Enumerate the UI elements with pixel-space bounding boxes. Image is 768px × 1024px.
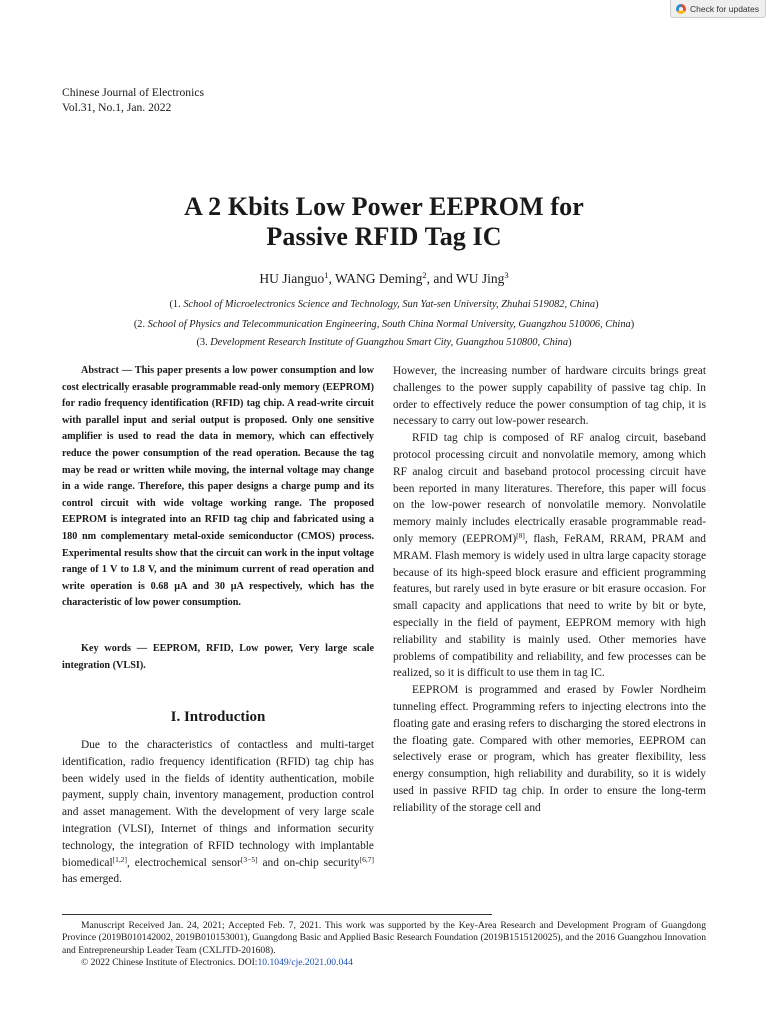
journal-name: Chinese Journal of Electronics: [62, 86, 204, 99]
paragraph: However, the increasing number of hardware circuits brings great challenges to the power supply capability of passive tag chip. In order to effectively reduce the power consumption of tag chip, it is necessary to carry out low-power research.: [393, 365, 706, 428]
paper-title: [0, 192, 768, 252]
body-column-right: [393, 363, 706, 817]
author-separator: ,: [328, 271, 335, 286]
paragraph: [62, 737, 374, 888]
check-for-updates-button[interactable]: [670, 0, 766, 18]
affiliation-suffix: ): [595, 299, 599, 310]
paragraph-text: has emerged.: [62, 873, 122, 886]
affiliation-prefix: (1.: [169, 299, 184, 310]
paragraph-text: , electrochemical sensor: [126, 856, 241, 869]
author-name: WANG Deming: [335, 271, 423, 286]
paragraph-text: and on-chip security: [257, 856, 360, 869]
check-for-updates-label: Check for updates: [690, 3, 759, 14]
affiliation-suffix: ): [630, 319, 635, 330]
author-affil-mark: 2: [422, 270, 427, 280]
journal-volume: Vol.31, No.1, Jan. 2022: [62, 101, 172, 114]
footnote-text: Manuscript Received Jan. 24, 2021; Accepted Feb. 7, 2021. This work was supported by the Key-Area Research and Development Program of Guangdong Province (2019B010142002, 2019B010153001), Guangdong Basic and Applied Basic Research Foundation (2019B1515120025), and the 2016 Guangzhou Innovation and Entrepreneurship Leader Team (CXLJTD-201608).: [62, 920, 706, 956]
keywords: [62, 640, 374, 674]
author-separator: , and: [426, 271, 456, 286]
author-list: [0, 270, 768, 287]
title-line-2: Passive RFID Tag IC: [266, 222, 502, 251]
author-name: HU Jianguo: [259, 271, 325, 286]
affiliation-1: [0, 298, 768, 311]
journal-header: [62, 85, 204, 115]
citation-link[interactable]: [8]: [516, 530, 525, 540]
affiliation-text: Development Research Institute of Guangzhou Smart City, Guangzhou 510800, China: [210, 337, 569, 348]
section-heading: I. Introduction: [170, 709, 266, 725]
citation-link[interactable]: [1,2]: [112, 854, 127, 864]
affiliation-text: School of Microelectronics Science and Technology, Sun Yat-sen University, Zhuhai 519082, China: [183, 299, 596, 310]
author-affil-mark: 1: [324, 270, 329, 280]
citation-link[interactable]: [6,7]: [359, 854, 374, 864]
affiliation-prefix: (3.: [196, 337, 211, 348]
author-name: WU Jing: [456, 271, 505, 286]
footnote-divider: [62, 914, 492, 915]
author-affil-mark: 3: [504, 270, 509, 280]
crossmark-icon: [676, 4, 686, 14]
paragraph-text: RFID tag chip is composed of RF analog circuit, baseband protocol processing circuit and nonvolatile memory, among which RF analog circuit and baseband protocol processing circuit have been reported in many literatures. Therefore, this paper will focus on the low-power research of nonvolatile memory. Nonvolatile memory mainly includes electrically erasable programmable read-only memory (EEPROM): [393, 432, 706, 545]
paragraph-text: Due to the characteristics of contactless and multi-target identification, radio frequency identification (RFID) tag chip has been widely used in the fields of identity authentication, mobile payment, supply chain, inventory management, production control and asset management. With the development of very large scale integration (VLSI), Internet of things and information security technology, the integration of RFID technology with implantable biomedical: [62, 739, 374, 869]
paragraph: EEPROM is programmed and erased by Fowler Nordheim tunneling effect. Programming refers to injecting electrons into the floating gate and erasing refers to discharging the stored electrons in the floating gate. Compared with other memories, EEPROM can selectively erase or program, which has greater flexibility, less energy consumption, high reliability and durability, so it is widely used in passive RFID tag chip. In order to ensure the long-term reliability of the storage cell and: [393, 684, 706, 814]
copyright-line: [62, 957, 706, 969]
body-column-left: [62, 737, 374, 888]
affiliation-suffix: ): [568, 337, 572, 348]
copyright-text: © 2022 Chinese Institute of Electronics. DOI:: [81, 957, 258, 969]
paragraph-text: , flash, FeRAM, RRAM, PRAM and MRAM. Flash memory is widely used in ultra large capacity storage because of its high-speed block erasure and efficient programming features, but rarely used in byte erasure or bit erasure occasion. For small capacity and applications that need to write by bit or byte, especially in the field of payment, EEPROM memory with high reliability and stability is mainly used. Other memories have problems of compatibility and reliability, and few processes can be realized, so it is difficult to use them in tag IC.: [393, 532, 706, 680]
affiliation-2: [0, 318, 768, 331]
footnote: [62, 920, 706, 970]
abstract: [62, 363, 374, 612]
affiliation-3: [0, 336, 768, 349]
affiliation-prefix: (2.: [133, 319, 148, 330]
title-line-1: A 2 Kbits Low Power EEPROM for: [184, 192, 584, 221]
citation-link[interactable]: [3−5]: [240, 854, 258, 864]
affiliation-text: School of Physics and Telecommunication Engineering, South China Normal University, Guangzhou 510006, China: [147, 319, 631, 330]
paragraph: [393, 430, 706, 682]
abstract-text: Abstract — This paper presents a low power consumption and low cost electrically erasable programmable read-only memory (EEPROM) for radio frequency identification (RFID) tag chip. A read-write circuit with parallel input and serial output is proposed. Only one sensitive amplifier is used to read the data in memory, which can effectively reduce the power consumption of the read operation. Because the tag may be read or written while moving, the internal voltage may change in a wide range. Therefore, this paper designs a charge pump and its control circuit with wide voltage working range. The proposed EEPROM is integrated into an RFID tag chip and fabricated using a 180 nm complementary metal-oxide semiconductor (CMOS) process. Experimental results show that the circuit can work in the input voltage range of 1 V to 1.8 V, and the minimum current of read operation and write operation is 0.68 μA and 30 μA respectively, which has the characteristic of low power consumption.: [62, 365, 374, 609]
keywords-text: Key words — EEPROM, RFID, Low power, Very large scale integration (VLSI).: [62, 643, 374, 672]
doi-link[interactable]: 10.1049/cje.2021.00.044: [257, 957, 353, 969]
